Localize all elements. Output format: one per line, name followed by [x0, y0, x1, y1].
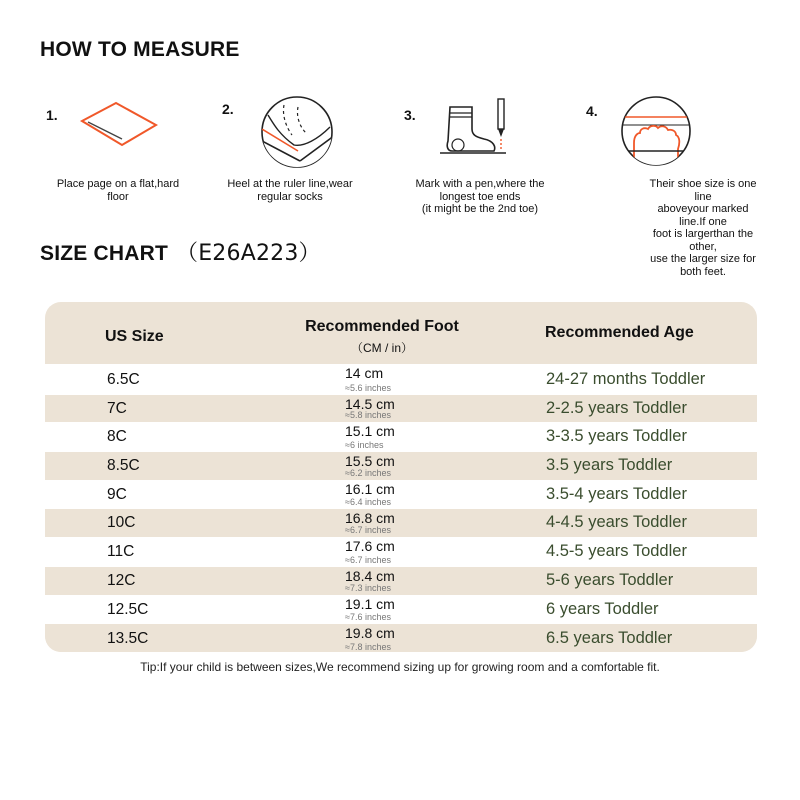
age-cell: 4.5-5 years Toddler [546, 542, 687, 560]
us-size-cell: 6.5C [107, 371, 140, 388]
foot-cm-cell: 15.1 cm [345, 423, 395, 439]
foot-inch-cell: ≈7.3 inches [345, 583, 391, 593]
foot-cm-cell: 16.1 cm [345, 481, 395, 497]
foot-cm-cell: 19.1 cm [345, 596, 395, 612]
table-row [45, 395, 757, 422]
us-size-cell: 8.5C [107, 457, 140, 474]
step-number: 1. [46, 107, 58, 123]
us-size-cell: 7C [107, 400, 127, 417]
sock-and-pen-icon [438, 95, 528, 165]
step-caption: Place page on a flat,hard floor [56, 178, 180, 203]
foot-cm-cell: 15.5 cm [345, 453, 395, 469]
foot-cm-cell: 16.8 cm [345, 510, 395, 526]
age-cell: 2-2.5 years Toddler [546, 399, 687, 417]
foot-cm-cell: 14 cm [345, 365, 384, 381]
table-row [45, 509, 757, 537]
foot-inch-cell: ≈7.8 inches [345, 642, 391, 652]
foot-inch-cell: ≈6.2 inches [345, 468, 391, 478]
header-foot-unit: （CM / in） [350, 341, 413, 355]
sizing-tip: Tip:If your child is between sizes,We recommend sizing up for growing room and a comfortable fit. [140, 660, 660, 674]
foot-cm-cell: 19.8 cm [345, 625, 395, 641]
foot-inch-cell: ≈5.8 inches [345, 410, 391, 420]
us-size-cell: 11C [107, 543, 135, 560]
foot-cm-cell: 18.4 cm [345, 568, 395, 584]
step-caption: Their shoe size is one line aboveyour marked line.If one foot is largerthan the other, use the larger size for both feet. [649, 178, 757, 278]
table-row [45, 422, 757, 452]
us-size-cell: 10C [107, 514, 136, 531]
table-row [45, 537, 757, 567]
header-recommended-foot: Recommended Foot （CM / in） [283, 318, 481, 356]
us-size-cell: 12.5C [107, 601, 149, 618]
size-chart-title: SIZE CHART （E26A223） [40, 241, 321, 266]
step-caption: Heel at the ruler line,wear regular socks [227, 178, 353, 203]
how-to-measure-title: HOW TO MEASURE [40, 38, 240, 61]
us-size-cell: 13.5C [107, 630, 149, 647]
us-size-cell: 12C [107, 572, 136, 589]
foot-inch-cell: ≈6.7 inches [345, 525, 391, 535]
foot-inch-cell: ≈5.6 inches [345, 383, 391, 393]
measure-step-3 [390, 95, 570, 245]
size-chart-table [45, 302, 757, 652]
table-row [45, 364, 757, 395]
table-row [45, 624, 757, 652]
measure-step-4 [578, 95, 758, 278]
table-header [45, 302, 757, 364]
age-cell: 3-3.5 years Toddler [546, 427, 687, 445]
table-row [45, 452, 757, 480]
age-cell: 6.5 years Toddler [546, 629, 673, 647]
heel-on-ruler-icon [260, 95, 340, 175]
us-size-cell: 9C [107, 486, 127, 503]
table-row [45, 595, 757, 624]
age-cell: 3.5 years Toddler [546, 456, 673, 474]
age-cell: 5-6 years Toddler [546, 571, 674, 589]
table-body [45, 364, 757, 652]
age-cell: 24-27 months Toddler [546, 370, 706, 388]
header-us-size: US Size [105, 328, 164, 345]
foot-inch-cell: ≈6.7 inches [345, 555, 391, 565]
step-caption: Mark with a pen,where the longest toe ends (it might be the 2nd toe) [415, 178, 545, 215]
measure-step-1 [28, 95, 208, 245]
model-code: （E26A223） [176, 241, 321, 266]
header-recommended-age: Recommended Age [545, 324, 694, 341]
paper-on-floor-icon [78, 95, 168, 165]
table-row [45, 567, 757, 595]
us-size-cell: 8C [107, 428, 127, 445]
foot-inch-cell: ≈7.6 inches [345, 612, 391, 622]
table-row [45, 480, 757, 509]
age-cell: 6 years Toddler [546, 600, 659, 618]
foot-cm-cell: 14.5 cm [345, 396, 395, 412]
step-number: 2. [222, 101, 234, 117]
foot-inch-cell: ≈6.4 inches [345, 497, 391, 507]
foot-cm-cell: 17.6 cm [345, 538, 395, 554]
age-cell: 3.5-4 years Toddler [546, 485, 687, 503]
step-number: 3. [404, 107, 416, 123]
measure-step-2 [200, 95, 380, 245]
step-number: 4. [586, 103, 598, 119]
foot-size-line-icon [620, 95, 700, 175]
age-cell: 4-4.5 years Toddler [546, 513, 687, 531]
foot-inch-cell: ≈6 inches [345, 440, 384, 450]
